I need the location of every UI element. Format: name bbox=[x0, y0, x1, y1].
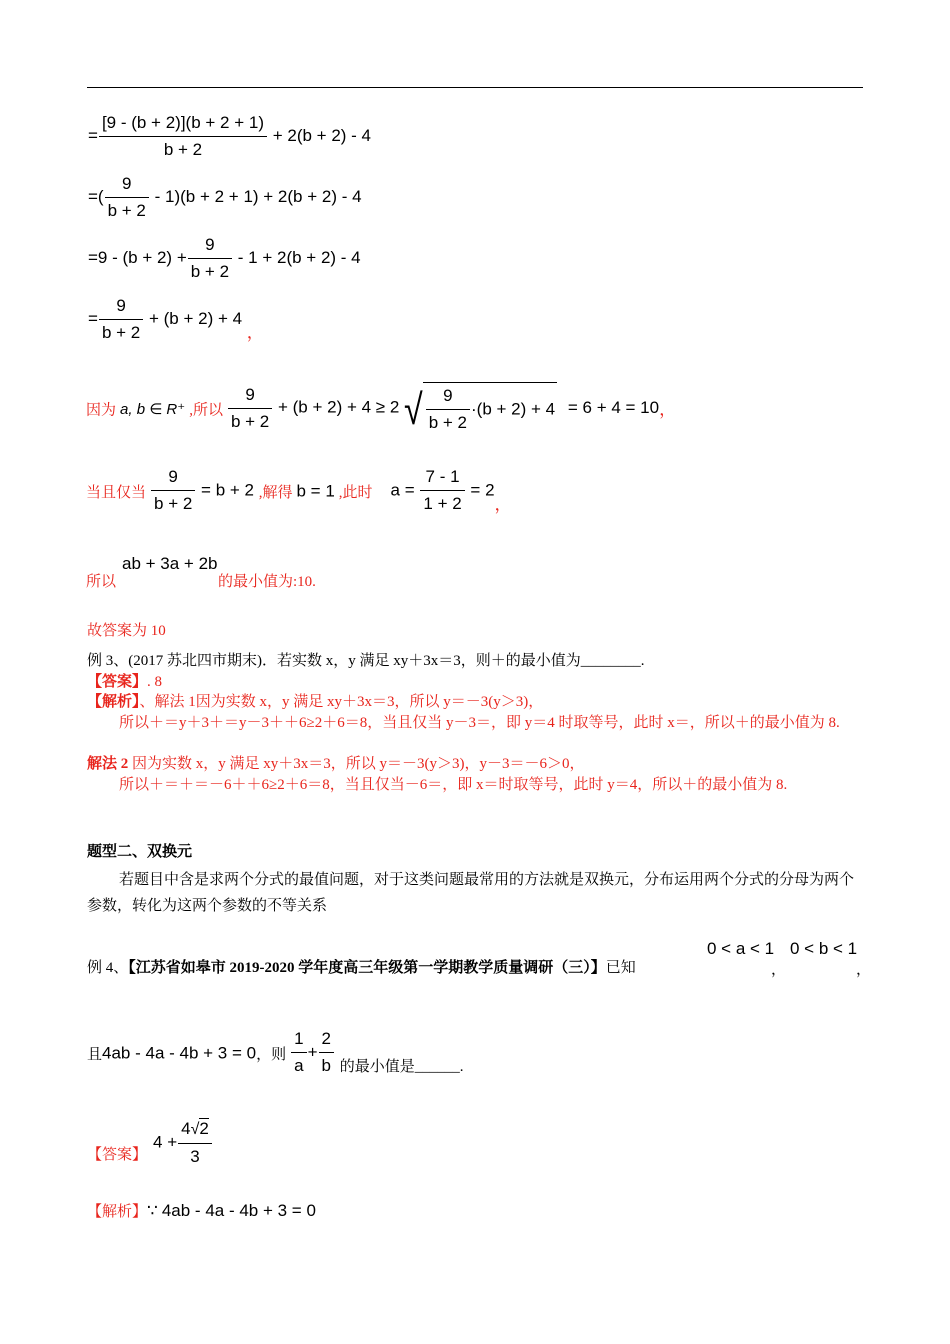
a-lhs: a = bbox=[390, 480, 415, 500]
fraction bbox=[426, 385, 470, 434]
numerator bbox=[178, 1118, 212, 1144]
example-source: 【江苏省如皋市 2019-2020 学年度高三年级第一学期教学质量调研（三）】 bbox=[128, 960, 606, 976]
derivation-line-4 bbox=[88, 295, 264, 344]
result-value: = 6 + 4 = 10 bbox=[567, 398, 660, 417]
coefficient: 4 bbox=[181, 1119, 191, 1138]
equals-sign: = bbox=[88, 308, 98, 328]
because-prefix: 因为 bbox=[86, 402, 117, 419]
fraction bbox=[151, 466, 195, 515]
equality-prefix: 当且仅当 bbox=[86, 484, 147, 501]
numerator: 1 bbox=[294, 1029, 304, 1048]
example-4-header bbox=[87, 956, 636, 977]
numerator: 9 bbox=[228, 384, 272, 409]
comma: ， bbox=[856, 962, 872, 978]
condition-b: 0 < b < 1 bbox=[790, 939, 858, 958]
method-1-text: 因为实数 x，y 满足 xy＋3x＝3，所以 y＝－3(y＞3)， bbox=[195, 694, 544, 710]
equality-rhs: = b + 2 bbox=[201, 480, 254, 500]
answer-lead: 4 + bbox=[153, 1133, 178, 1152]
then-label: ，则 bbox=[256, 1046, 287, 1063]
conclusion-suffix: 的最小值为:10. bbox=[218, 574, 316, 590]
am-gm-expression bbox=[227, 384, 677, 434]
radicand: 2 bbox=[199, 1119, 209, 1138]
expression-rest: - 1)(b + 2 + 1) + 2(b + 2) - 4 bbox=[154, 186, 362, 206]
fraction bbox=[228, 384, 272, 433]
section-title: 题型二、双换元 bbox=[87, 844, 193, 860]
denominator: 3 bbox=[190, 1147, 200, 1166]
example-3-method-2 bbox=[87, 754, 863, 775]
fraction bbox=[291, 1028, 306, 1077]
trailing-comma: ， bbox=[659, 400, 677, 420]
numerator: 9 bbox=[188, 234, 232, 259]
square-root bbox=[404, 382, 557, 434]
method-2-text: 因为实数 x，y 满足 xy＋3x＝3，所以 y＝－3(y＞3)，y－3＝－6＞0， bbox=[132, 756, 585, 772]
radical-sign-icon: √ bbox=[404, 385, 423, 434]
example-4-analysis bbox=[87, 1200, 316, 1221]
analysis-label: 【解析】 bbox=[87, 1204, 148, 1220]
denominator: b + 2 bbox=[190, 262, 230, 281]
comma: ， bbox=[771, 962, 787, 978]
numerator: 9 bbox=[99, 295, 143, 320]
radical-sign-icon: √ bbox=[190, 1121, 200, 1138]
radicand-rest: ·(b + 2) + 4 bbox=[471, 399, 556, 419]
and-label: 且 bbox=[87, 1046, 103, 1063]
plus-sign: + bbox=[307, 1042, 318, 1062]
trailing-comma: ， bbox=[494, 495, 512, 514]
denominator: b + 2 bbox=[107, 201, 146, 220]
denominator: b + 2 bbox=[428, 413, 468, 432]
domain-condition: a, b ∈ R⁺ bbox=[120, 400, 186, 418]
method-1-continuation: 所以＋＝y＋3＋＝y－3＋＋6≥2＋6＝8，当且仅当 y－3＝，即 y＝4 时取等号，此时 x＝，所以＋的最小值为 8. bbox=[119, 715, 840, 731]
example-4-condition-line bbox=[87, 1028, 463, 1077]
fraction bbox=[105, 173, 149, 222]
analysis-equation: 4ab - 4a - 4b + 3 = 0 bbox=[161, 1201, 316, 1220]
trailing-comma: ， bbox=[246, 322, 264, 342]
expression-rest: + 2(b + 2) - 4 bbox=[272, 125, 372, 145]
denominator: b bbox=[319, 1052, 334, 1077]
numerator: 9 bbox=[426, 385, 470, 410]
example-3-answer bbox=[87, 672, 863, 693]
conclusion-expression: ab + 3a + 2b bbox=[122, 554, 218, 573]
expression-middle: + (b + 2) + 4 ≥ 2 bbox=[277, 398, 400, 417]
numerator: 9 bbox=[151, 466, 195, 491]
fraction bbox=[99, 112, 267, 161]
final-answer: 故答案为 10 bbox=[87, 623, 166, 639]
header-rule bbox=[87, 87, 863, 88]
example-3-question: 例 3、(2017 苏北四市期末)．若实数 x，y 满足 xy＋3x＝3，则＋的最小值为________. bbox=[87, 653, 645, 669]
expression-rest: - 1 + 2(b + 2) - 4 bbox=[237, 247, 361, 267]
derivation-line-2 bbox=[88, 173, 362, 222]
expression-lead: =9 - (b + 2) + bbox=[88, 247, 187, 267]
expression-rest: + (b + 2) + 4 bbox=[148, 308, 243, 328]
answer-value: . 8 bbox=[147, 674, 163, 690]
conclusion-prefix: 所以 bbox=[86, 574, 117, 590]
question-prompt: 的最小值是______. bbox=[339, 1058, 464, 1075]
because-line bbox=[86, 382, 676, 434]
answer-label: 【答案】 bbox=[87, 674, 148, 690]
method-2-label: 解法 2 bbox=[87, 756, 129, 772]
answer-label: 【答案】 bbox=[87, 1147, 148, 1164]
example-prefix: 例 4、 bbox=[87, 960, 129, 976]
expression-lead: =( bbox=[88, 186, 104, 206]
derivation-line-3 bbox=[88, 234, 361, 283]
example-3-method-1 bbox=[87, 692, 863, 713]
equals-sign: = bbox=[88, 125, 98, 145]
solved-label: ,解得 bbox=[258, 484, 293, 501]
then-label: ,此时 bbox=[338, 484, 373, 501]
example-4-answer bbox=[87, 1118, 213, 1168]
denominator: b + 2 bbox=[163, 140, 203, 159]
derivation-line-1 bbox=[88, 112, 371, 161]
numerator: 7 - 1 bbox=[420, 466, 464, 491]
denominator: 1 + 2 bbox=[423, 494, 462, 513]
denominator: b + 2 bbox=[154, 494, 193, 513]
condition-a: 0 < a < 1 bbox=[707, 939, 775, 958]
a-value: = 2 bbox=[470, 480, 495, 500]
because-connector: ,所以 bbox=[189, 402, 223, 419]
method-1-label: 、解法 1 bbox=[139, 694, 196, 710]
equality-line bbox=[86, 466, 512, 515]
analysis-label: 【解析】 bbox=[87, 694, 140, 710]
b-value: b = 1 bbox=[296, 481, 335, 501]
fraction bbox=[319, 1028, 334, 1077]
fraction bbox=[188, 234, 232, 283]
numerator: 2 bbox=[321, 1029, 331, 1048]
numerator: [9 - (b + 2)](b + 2 + 1) bbox=[99, 112, 267, 137]
section-intro: 若题目中含是求两个分式的最值问题，对于这类问题最常用的方法就是双换元，分布运用两个分式的分母为两个参数，转化为这两个参数的不等关系 bbox=[87, 872, 855, 914]
method-2-continuation: 所以＋＝＋＝－6＋＋6≥2＋6＝8，当且仅当－6＝，即 x＝时取等号，此时 y＝4，所以＋的最小值为 8. bbox=[119, 777, 788, 793]
fraction bbox=[99, 295, 143, 344]
fraction bbox=[420, 466, 464, 515]
denominator: b + 2 bbox=[101, 323, 141, 342]
constraint-equation: 4ab - 4a - 4b + 3 = 0 bbox=[102, 1043, 257, 1063]
because-symbol: ∵ bbox=[147, 1201, 158, 1220]
known-label: 已知 bbox=[605, 960, 636, 976]
denominator: a bbox=[291, 1052, 306, 1077]
fraction bbox=[178, 1118, 212, 1168]
numerator: 9 bbox=[105, 173, 149, 198]
denominator: b + 2 bbox=[230, 411, 270, 431]
